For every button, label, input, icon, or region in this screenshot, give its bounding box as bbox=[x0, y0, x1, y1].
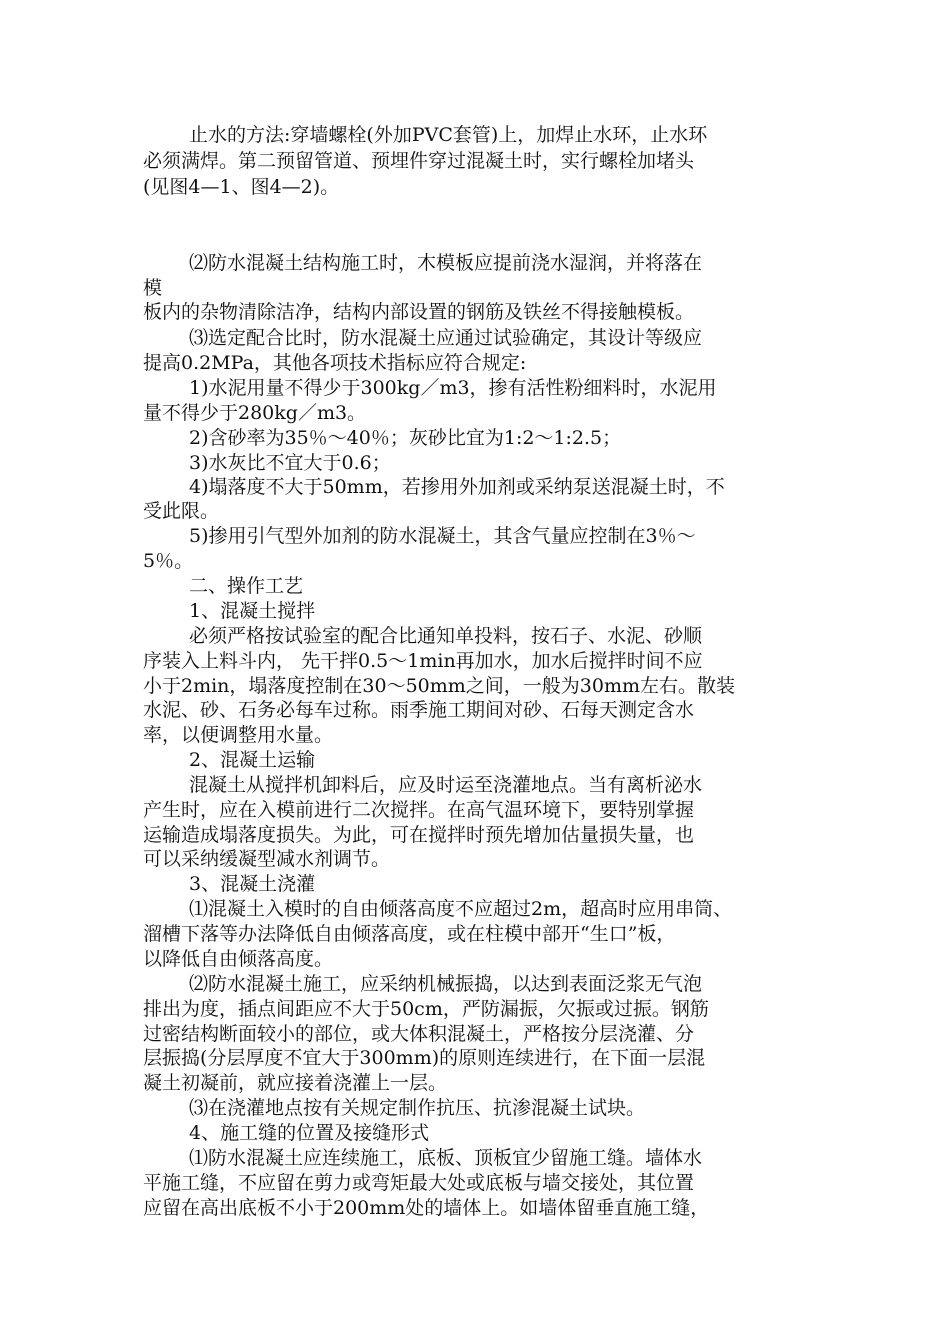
text-line: 提高0.2MPa，其他各项技术指标应符合规定: bbox=[143, 352, 527, 374]
text-line: 运输造成塌落度损失。为此，可在搅拌时预先增加估量损失量，也 bbox=[143, 824, 695, 846]
text-line: 5％。 bbox=[143, 550, 194, 572]
text-line: 应留在高出底板不小于200mm处的墙体上。如墙体留垂直施工缝， bbox=[143, 1197, 710, 1219]
subsection-heading: 1、混凝土搅拌 bbox=[189, 600, 316, 622]
text-line: ⑴防水混凝土应连续施工，底板、顶板宜少留施工缝。墙体水 bbox=[189, 1147, 703, 1169]
text-line: 4)塌落度不大于50mm，若掺用外加剂或采纳泵送混凝土时，不 bbox=[189, 476, 725, 498]
text-line: (见图4—1、图4—2)。 bbox=[143, 176, 340, 198]
text-line: 小于2min，塌落度控制在30～50mm之间，一般为30mm左右。散装 bbox=[143, 675, 736, 697]
text-line: 混凝土从搅拌机卸料后，应及时运至浇灌地点。当有离析泌水 bbox=[189, 774, 703, 796]
text-line: 必须满焊。第二预留管道、预埋件穿过混凝土时，实行螺栓加堵头 bbox=[143, 150, 695, 172]
text-line: ⑵防水混凝土施工，应采纳机械振捣，以达到表面泛浆无气泡 bbox=[189, 973, 703, 995]
text-line: 水泥、砂、石务必每车过称。雨季施工期间对砂、石每天测定含水 bbox=[143, 699, 695, 721]
text-line: 溜槽下落等办法降低自由倾落高度，或在柱模中部开“生口”板， bbox=[143, 923, 676, 945]
text-line: 2)含砂率为35％～40％；灰砂比宜为1:2～1:2.5； bbox=[189, 427, 622, 449]
text-line: 必须严格按试验室的配合比通知单投料，按石子、水泥、砂顺 bbox=[189, 625, 703, 647]
subsection-heading: 4、施工缝的位置及接缝形式 bbox=[189, 1122, 430, 1144]
text-line: 可以采纳缓凝型减水剂调节。 bbox=[143, 848, 391, 870]
text-line: ⑶在浇灌地点按有关规定制作抗压、抗渗混凝土试块。 bbox=[189, 1097, 646, 1119]
text-line: 过密结构断面较小的部位，或大体积混凝土，严格按分层浇灌、分 bbox=[143, 1023, 695, 1045]
text-line: 模 bbox=[143, 277, 163, 299]
text-line: 凝土初凝前，就应接着浇灌上一层。 bbox=[143, 1072, 448, 1094]
text-line: 率，以便调整用水量。 bbox=[143, 724, 334, 746]
text-line: 量不得少于280kg／m3。 bbox=[143, 402, 367, 424]
text-line: 板内的杂物清除洁净，结构内部设置的钢筋及铁丝不得接触模板。 bbox=[143, 301, 695, 323]
text-line: 排出为度，插点间距应不大于50cm，严防漏振，欠振或过振。钢筋 bbox=[143, 998, 709, 1020]
text-line: ⑶选定配合比时，防水混凝土应通过试验确定，其设计等级应 bbox=[189, 327, 703, 349]
text-line: 止水的方法:穿墙螺栓(外加PVC套管)上，加焊止水环，止水环 bbox=[189, 124, 708, 146]
text-line: 以降低自由倾落高度。 bbox=[143, 948, 334, 970]
text-line: 受此限。 bbox=[143, 500, 220, 522]
text-line: 序装入上料斗内， 先干拌0.5～1min再加水，加水后搅拌时间不应 bbox=[143, 650, 703, 672]
text-line: 层振捣(分层厚度不宜大于300mm)的原则连续进行，在下面一层混 bbox=[143, 1047, 706, 1069]
text-line: 3)水灰比不宜大于0.6； bbox=[189, 452, 391, 474]
subsection-heading: 3、混凝土浇灌 bbox=[189, 873, 316, 895]
text-line: 1)水泥用量不得少于300kg／m3，掺有活性粉细料时，水泥用 bbox=[189, 377, 717, 399]
text-line: 产生时，应在入模前进行二次搅拌。在高气温环境下，要特别掌握 bbox=[143, 799, 695, 821]
text-line: 平施工缝，不应留在剪力或弯矩最大处或底板与墙交接处，其位置 bbox=[143, 1172, 695, 1194]
text-line: 5)掺用引气型外加剂的防水混凝土，其含气量应控制在3％～ bbox=[189, 525, 696, 547]
text-line: ⑵防水混凝土结构施工时，木模板应提前浇水湿润，并将落在 bbox=[189, 252, 703, 274]
subsection-heading: 2、混凝土运输 bbox=[189, 749, 316, 771]
section-heading: 二、操作工艺 bbox=[189, 575, 304, 597]
text-line: ⑴混凝土入模时的自由倾落高度不应超过2m，超高时应用串筒、 bbox=[189, 898, 733, 920]
